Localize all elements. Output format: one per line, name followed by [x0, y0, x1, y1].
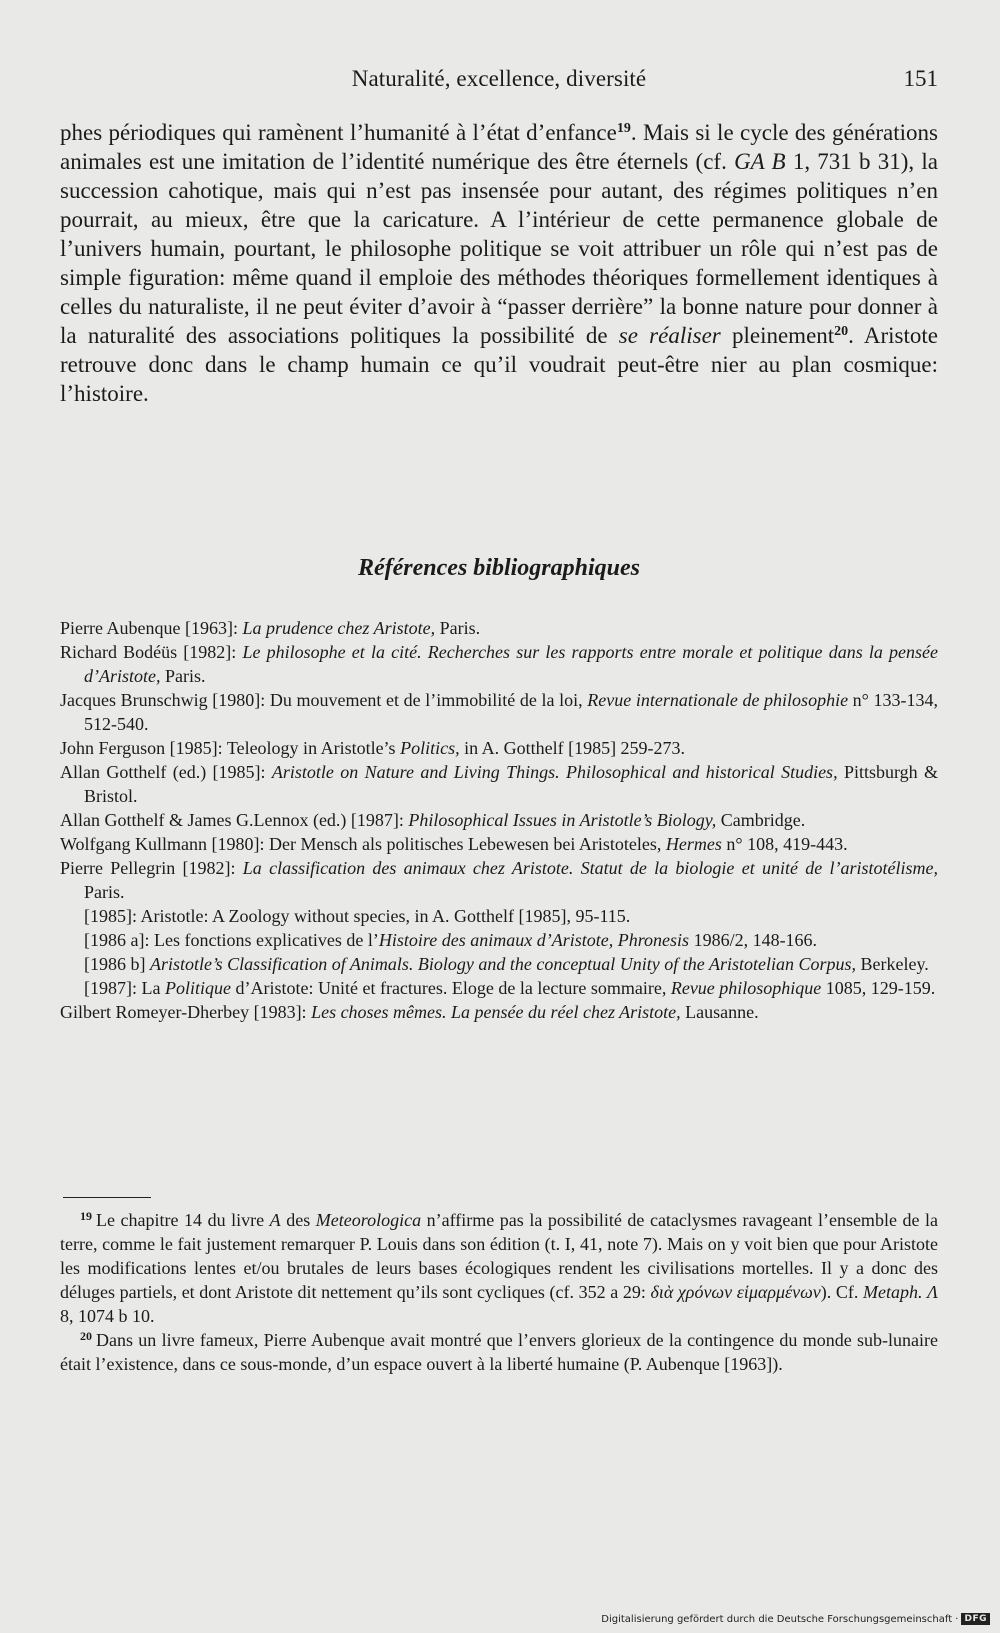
bibliography-list [60, 616, 938, 1024]
digitization-credit [601, 1613, 990, 1625]
footnote-number: 19 [80, 1209, 92, 1223]
footnote-reference-20[interactable]: 20 [834, 324, 849, 339]
body-paragraph [60, 118, 938, 408]
bibliography-entry: Gilbert Romeyer-Dherbey [1983]: Les choses mêmes. La pensée du réel chez Aristote, Lausanne. [60, 1002, 759, 1022]
body-text-italic: se réaliser [618, 323, 721, 348]
section-heading: Références bibliographiques [358, 555, 640, 581]
footnote-reference-19[interactable]: 19 [616, 121, 631, 136]
dfg-logo-icon: DFG [961, 1613, 990, 1625]
footnotes [60, 1208, 938, 1376]
bibliography-entry: [1986 b] Aristotle’s Classification of Animals. Biology and the conceptual Unity of the Aristotelian Corpus, Berkeley. [84, 954, 929, 974]
bibliography-entry: [1986 a]: Les fonctions explicatives de l’Histoire des animaux d’Aristote, Phronesis 1986/2, 148-166. [84, 930, 818, 950]
bibliography-entry: Pierre Pellegrin [1982]: La classification des animaux chez Aristote. Statut de la biologie et unité de l’aristotélisme, Paris. [60, 858, 938, 902]
page-number: 151 [903, 66, 938, 91]
body-text-run: . Mais si le cycle des générations animales est une imitation de l’identité numérique des être éternels (cf. [60, 120, 938, 174]
page-header [60, 66, 938, 100]
bibliography-entry: Richard Bodéüs [1982]: Le philosophe et la cité. Recherches sur les rapports entre morale et politique dans la pensée d’Aristote, Paris. [60, 642, 938, 686]
bibliography-entry: Pierre Aubenque [1963]: La prudence chez Aristote, Paris. [60, 618, 481, 638]
bibliography-entry: [1985]: Aristotle: A Zoology without species, in A. Gotthelf [1985], 95-115. [84, 906, 631, 926]
body-text-italic: GA B [734, 149, 786, 174]
bibliography-entry: [1987]: La Politique d’Aristote: Unité et fractures. Eloge de la lecture sommaire, Revue philosophique 1085, 129-159. [84, 978, 936, 998]
body-text-run: phes périodiques qui ramènent l’humanité à l’état d’enfance [60, 120, 617, 145]
body-text-run: 1, 731 b 31), la succession cahotique, mais qui n’est pas insensée pour autant, des régimes politiques n’en pourrait, au mieux, être que la caricature. A l’intérieur de cette permanence globale de l’univers humain, pourtant, le philosophe politique se voit attribuer un rôle qui n’est pas de simple figuration: même quand il emploie des méthodes théoriques formellement identiques à celles du naturaliste, il ne peut éviter d’avoir à “passer derrière” la bonne nature pour donner à la naturalité des associations politiques la possibilité de [60, 149, 938, 348]
running-title: Naturalité, excellence, diversité [351, 66, 647, 91]
footnote-19: $^{19}$ Le chapitre 14 du livre A des Meteorologica n’affirme pas la possibilité de cataclysmes ravageant l’ensemble de la terre, comme le fait justement remarquer P. Louis dans son édition (t. I, 41, note 7). Mais on y voit bien que pour Aristote les modifications lentes et/ou brutales de leurs bases écologiques rendent les civilisations mortelles. Il y a donc des déluges partiels, et dont Aristote dit nettement qu’ils sont cycliques (cf. 352 a 29: διὰ χρόνων εἱμαρμένων). Cf. Metaph. Λ 8, 1074 b 10. [60, 1209, 938, 1326]
bibliography-entry: Allan Gotthelf & James G.Lennox (ed.) [1987]: Philosophical Issues in Aristotle’s Biology, Cambridge. [60, 810, 806, 830]
footnote-separator [63, 1197, 151, 1198]
credit-text: Digitalisierung gefördert durch die Deutsche Forschungsgemeinschaft · [601, 1613, 959, 1625]
body-text-run: . Aristote retrouve donc dans le champ humain ce qu’il voudrait peut-être nier au plan cosmique: l’histoire. [60, 323, 938, 406]
bibliography-entry: Allan Gotthelf (ed.) [1985]: Aristotle on Nature and Living Things. Philosophical and historical Studies, Pittsburgh & Bristol. [60, 762, 939, 806]
bibliography-entry: Wolfgang Kullmann [1980]: Der Mensch als politisches Lebewesen bei Aristoteles, Hermes n° 108, 419-443. [60, 834, 848, 854]
body-text-run: pleinement [720, 323, 835, 348]
bibliography-entry: John Ferguson [1985]: Teleology in Aristotle’s Politics, in A. Gotthelf [1985] 259-273. [60, 738, 686, 758]
bibliography-entry: Jacques Brunschwig [1980]: Du mouvement et de l’immobilité de la loi, Revue internationale de philosophie n° 133-134, 512-540. [60, 690, 938, 734]
footnote-number: 20 [80, 1329, 92, 1343]
footnote-20: $^{20}$ Dans un livre fameux, Pierre Aubenque avait montré que l’envers glorieux de la contingence du monde sub-lunaire était l’existence, dans ce sous-monde, d’un espace ouvert à la liberté humaine (P. Aubenque [1963]). [60, 1329, 938, 1374]
